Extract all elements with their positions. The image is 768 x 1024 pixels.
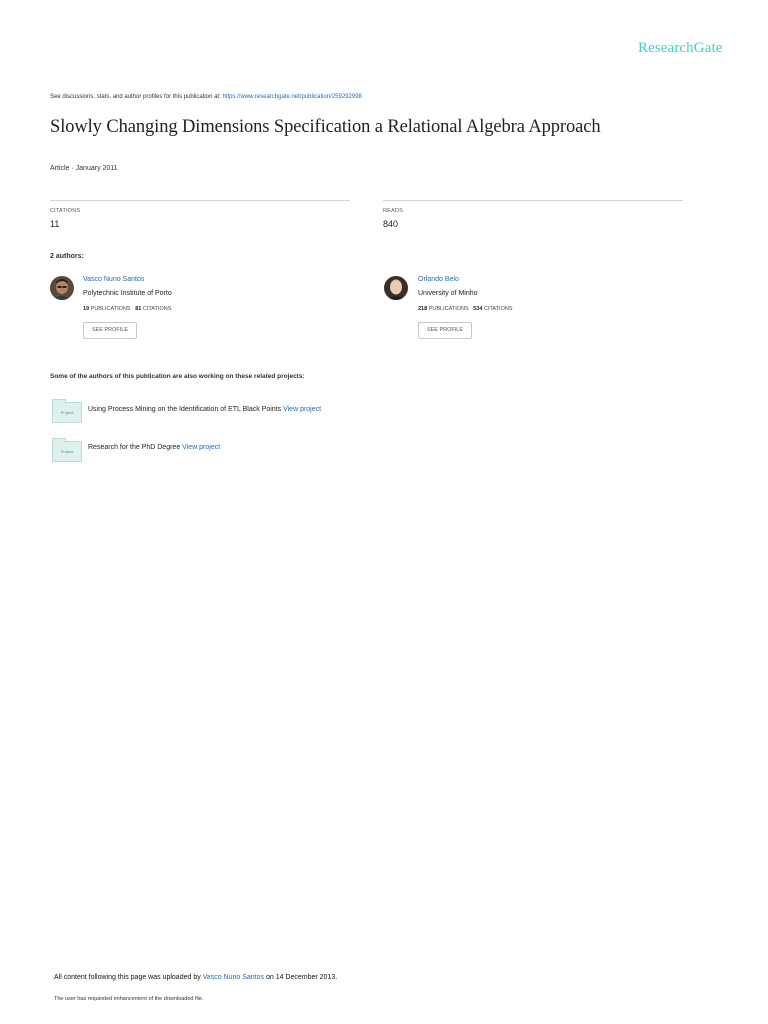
upload-info <box>54 974 337 981</box>
project-title: Research for the PhD Degree <box>88 444 181 451</box>
view-project-link[interactable]: View project <box>283 406 322 413</box>
project-item <box>88 444 220 451</box>
author-institution: Polytechnic Institute of Porto <box>83 290 172 297</box>
enhancement-note: The user has requested enhancement of the downloaded file. <box>54 996 204 1002</box>
see-discussions-text: See discussions, stats, and author profiles for this publication at: <box>50 94 223 100</box>
citations-count: 81 <box>135 306 142 312</box>
publication-link-line <box>50 94 362 100</box>
author-name-link[interactable]: Orlando Belo <box>418 276 459 283</box>
reads-value: 840 <box>383 219 399 229</box>
view-project-link[interactable]: View project <box>182 444 221 451</box>
author-name-link[interactable]: Vasco Nuno Santos <box>83 276 145 283</box>
publications-label: PUBLICATIONS <box>90 306 131 312</box>
authors-heading: 2 authors: <box>50 253 84 260</box>
citations-label: CITATIONS <box>483 306 513 312</box>
citations-label: CITATIONS <box>50 208 81 214</box>
project-title: Using Process Mining on the Identification of ETL Black Points <box>88 406 282 413</box>
citations-label: CITATIONS <box>142 306 172 312</box>
publications-label: PUBLICATIONS <box>428 306 469 312</box>
related-projects-heading: Some of the authors of this publication are also working on these related projects: <box>50 373 305 380</box>
divider <box>50 200 350 201</box>
author-photo-icon <box>50 276 74 300</box>
divider <box>383 200 683 201</box>
reads-label: READS <box>383 208 403 214</box>
project-folder-icon: Project <box>52 402 82 423</box>
article-meta: Article · January 2011 <box>50 165 118 172</box>
author-avatar[interactable] <box>50 276 74 300</box>
see-profile-button[interactable]: SEE PROFILE <box>418 322 472 339</box>
author-stats <box>418 306 513 312</box>
citations-count: 534 <box>473 306 483 312</box>
author-institution: University of Minho <box>418 290 478 297</box>
citations-value: 11 <box>50 219 60 229</box>
publications-count: 19 <box>83 306 90 312</box>
publication-title: Slowly Changing Dimensions Specification a Relational Algebra Approach <box>50 117 601 137</box>
uploader-link[interactable]: Vasco Nuno Santos <box>202 974 265 981</box>
researchgate-logo[interactable]: ResearchGate <box>638 40 723 56</box>
upload-suffix: on 14 December 2013. <box>264 974 338 981</box>
see-profile-button[interactable]: SEE PROFILE <box>83 322 137 339</box>
author-photo-icon <box>384 276 408 300</box>
publication-url-link[interactable]: https://www.researchgate.net/publication/259292998 <box>222 94 362 100</box>
upload-prefix: All content following this page was uploaded by <box>54 974 203 981</box>
project-folder-icon: Project <box>52 441 82 462</box>
author-stats <box>83 306 171 312</box>
publications-count: 218 <box>418 306 428 312</box>
author-avatar[interactable] <box>384 276 408 300</box>
project-item <box>88 406 321 413</box>
